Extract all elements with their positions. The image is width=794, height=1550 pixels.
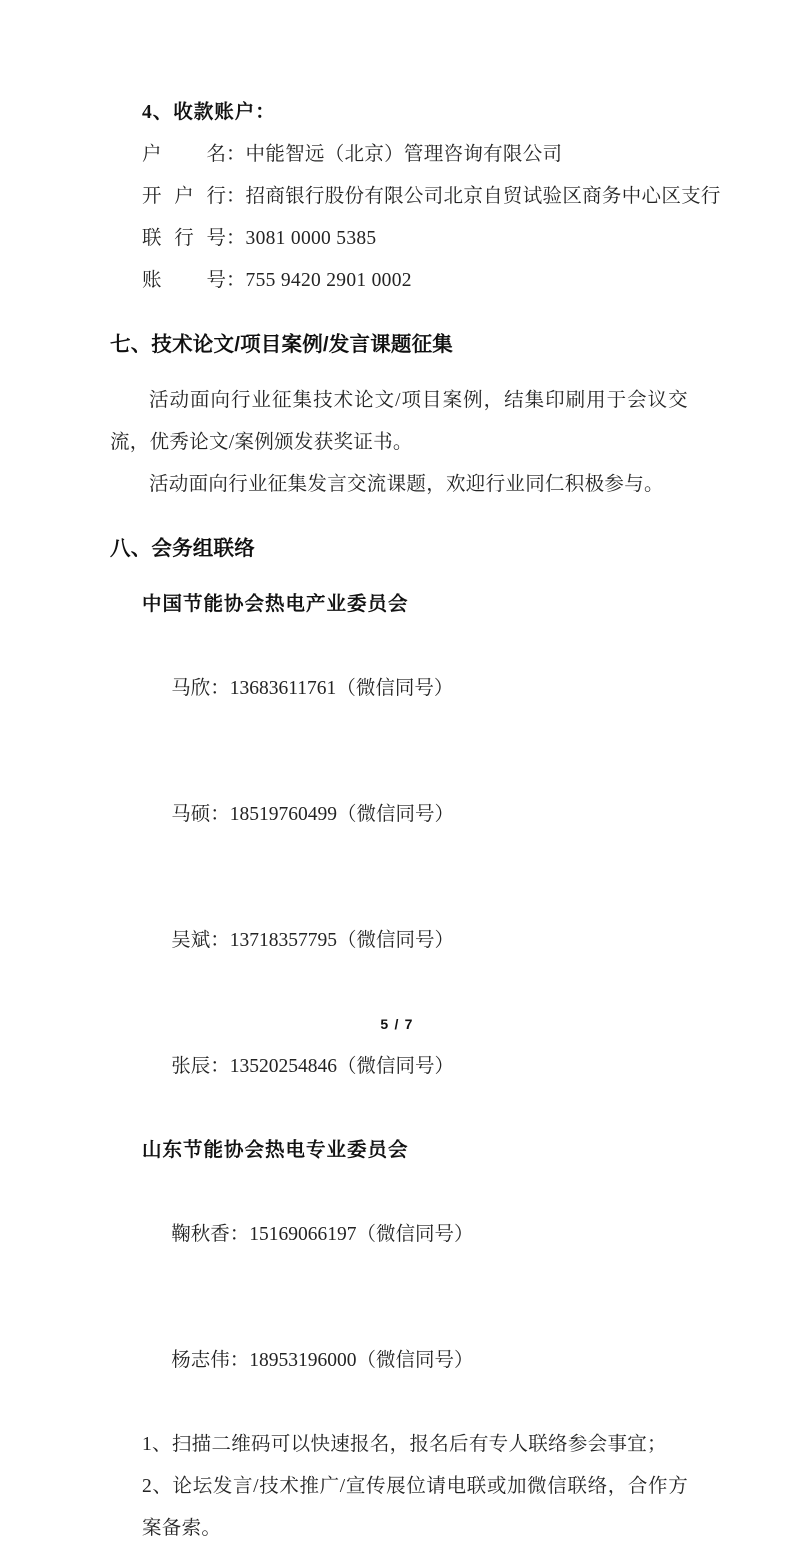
page-content: [110, 92, 721, 1550]
contact-note: （微信同号）: [356, 1350, 474, 1371]
section-heading-eight: 八、会务组联络: [110, 537, 255, 560]
contact-note: （微信同号）: [337, 930, 455, 951]
contact-separator: ：: [210, 930, 230, 951]
bank-value-bank-branch: 招商银行股份有限公司北京自贸试验区商务中心区支行: [245, 186, 721, 207]
bank-sep-account-name: ：: [226, 144, 246, 165]
contact-phone: 13718357795: [229, 930, 338, 951]
contact-row: [110, 626, 688, 752]
bank-sep-account-number: ：: [226, 270, 246, 291]
contact-row: [110, 1298, 688, 1424]
bank-value-account-number: 755 9420 2901 0002: [245, 270, 412, 291]
contact-row: [110, 878, 688, 1004]
bank-value-account-name: 中能智远（北京）管理咨询有限公司: [245, 144, 563, 165]
bank-label-account-name: 户名: [142, 144, 226, 165]
contact-person: 杨志伟: [171, 1350, 230, 1371]
contact-person: 马欣: [171, 678, 211, 699]
spacer-after-heading-eight: [110, 570, 688, 584]
contact-person: 马硕: [171, 804, 211, 825]
bank-row-bank-branch: [110, 176, 721, 218]
spacer-after-heading-seven: [110, 366, 688, 380]
bank-value-swift-code: 3081 0000 5385: [245, 228, 377, 249]
bank-row-account-number: [110, 260, 688, 302]
contact-phone: 13683611761: [229, 678, 337, 699]
contact-phone: 18953196000: [249, 1350, 357, 1371]
section-seven-paragraph-1: 活动面向行业征集技术论文/项目案例，结集印刷用于会议交流，优秀论文/案例颁发获奖证书。: [110, 390, 688, 453]
contact-separator: ：: [210, 1056, 230, 1077]
bank-label-account-number: 账号: [142, 270, 226, 291]
spacer-before-section-eight: [110, 506, 688, 528]
contact-separator: ：: [210, 678, 230, 699]
contact-separator: ：: [229, 1224, 250, 1245]
contact-note: （微信同号）: [356, 1224, 474, 1245]
contact-person: 张辰: [171, 1056, 211, 1077]
bank-row-account-name: [110, 134, 688, 176]
spacer-before-section-seven: [110, 302, 688, 324]
contact-phone: 13520254846: [229, 1056, 338, 1077]
contact-separator: ：: [210, 804, 230, 825]
contact-note: （微信同号）: [337, 1056, 455, 1077]
bank-sep-swift-code: ：: [226, 228, 246, 249]
contact-person: 吴斌: [171, 930, 211, 951]
bank-section-heading: 4、收款账户：: [142, 102, 276, 123]
section-seven-paragraph-2: 活动面向行业征集发言交流课题，欢迎行业同仁积极参与。: [149, 474, 664, 495]
contact-separator: ：: [229, 1350, 250, 1371]
contact-group-title-shandong: 山东节能协会热电专业委员会: [142, 1140, 409, 1161]
bank-sep-bank-branch: ：: [226, 186, 246, 207]
contact-row: [110, 1172, 688, 1298]
section-eight-note-1: 1、扫描二维码可以快速报名，报名后有专人联络参会事宜；: [142, 1434, 667, 1455]
contact-note: （微信同号）: [336, 678, 454, 699]
contact-person: 鞠秋香: [171, 1224, 230, 1245]
contact-note: （微信同号）: [337, 804, 455, 825]
bank-label-swift-code: 联行号: [142, 228, 226, 249]
page-number-footer: 5 / 7: [380, 1016, 414, 1032]
contact-phone: 15169066197: [249, 1224, 357, 1245]
contact-row: [110, 752, 688, 878]
section-heading-seven: 七、技术论文/项目案例/发言课题征集: [110, 333, 453, 356]
contact-phone: 18519760499: [229, 804, 338, 825]
bank-label-bank-branch: 开户行: [142, 186, 226, 207]
section-eight-note-2: 2、论坛发言/技术推广/宣传展位请电联或加微信联络，合作方案备索。: [142, 1476, 688, 1539]
contact-group-title-china: 中国节能协会热电产业委员会: [142, 594, 409, 615]
bank-row-swift-code: [110, 218, 688, 260]
